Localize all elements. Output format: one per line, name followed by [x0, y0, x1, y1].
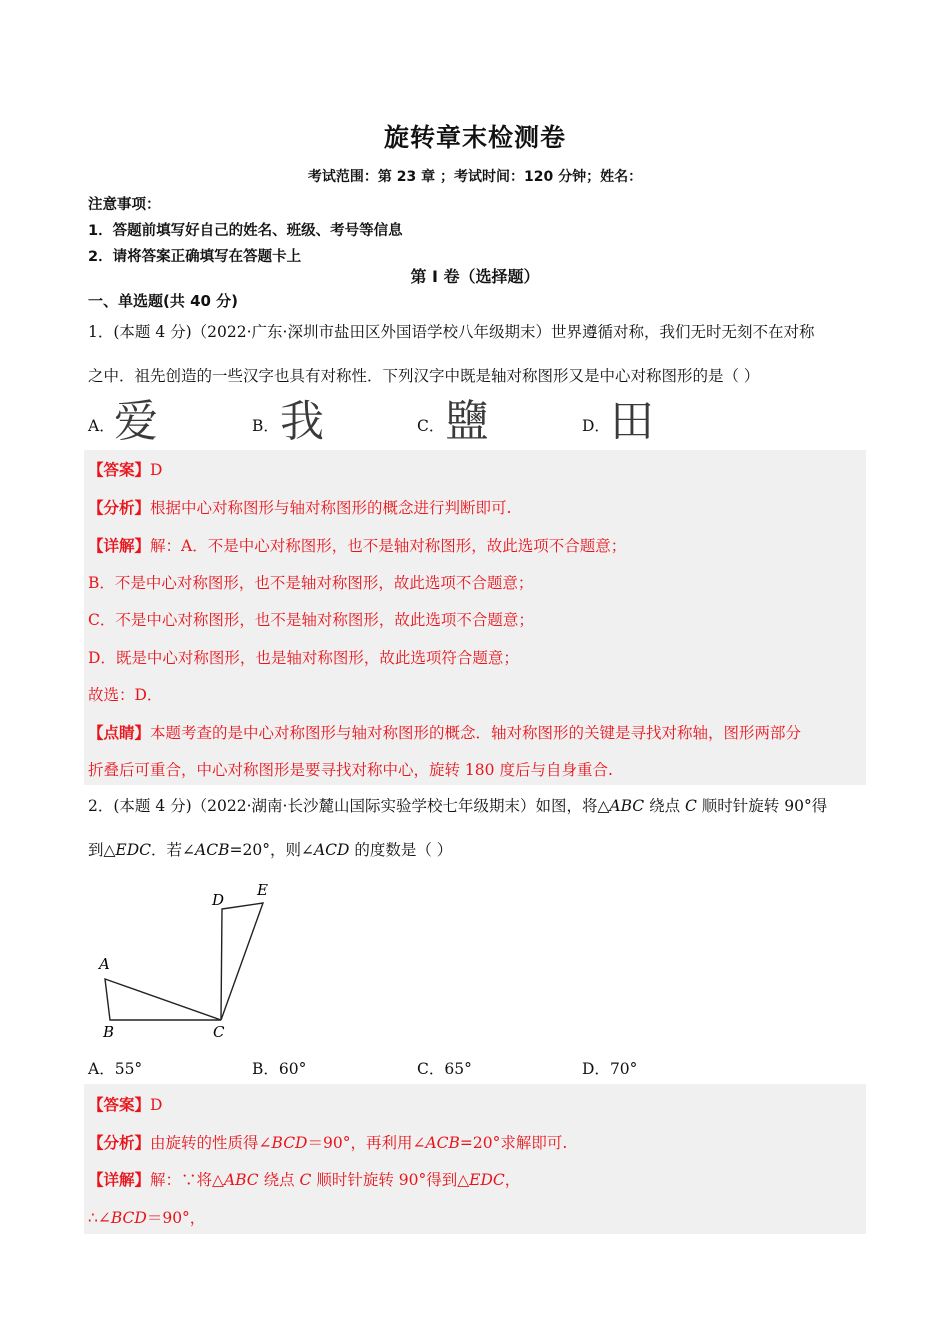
- q2-detail-2c: ＝90°，: [146, 1209, 206, 1227]
- notes-heading: 注意事项：: [88, 197, 161, 213]
- q1-detail-1-text: 解：A．不是中心对称图形，也不是轴对称图形，故此选项不合题意；: [150, 537, 627, 555]
- q2-analysis-e: =20°求解即可.: [459, 1134, 568, 1152]
- q2-stem-2f: ACD: [313, 841, 350, 859]
- q2-option-a-label: A．: [88, 1060, 115, 1078]
- q2-option-d-label: D．: [582, 1060, 610, 1078]
- q2-answer: [88, 1093, 162, 1115]
- label-d: D: [212, 891, 225, 909]
- q2-detail-1f: EDC: [469, 1171, 505, 1189]
- q2-stem-2d: ACB: [195, 841, 230, 859]
- q1-comment-1-text: 本题考查的是中心对称图形与轴对称图形的概念．轴对称图形的关键是寻找对称轴，图形两部分: [150, 724, 802, 742]
- q1-answer-value: D: [150, 461, 163, 479]
- q2-detail-1c: 绕点: [258, 1171, 300, 1189]
- q2-stem-2b: EDC: [115, 841, 152, 859]
- q1-option-d-glyph: 田: [610, 396, 654, 447]
- q1-comment-tag: 【点睛】: [88, 724, 151, 742]
- q2-option-c: [417, 1057, 472, 1079]
- q2-stem-1a: 2．(本题 4 分)（2022·湖南·长沙麓山国际实验学校七年级期末）如图，将△: [88, 797, 610, 815]
- q1-option-b-label: B．: [252, 417, 279, 435]
- q1-detail-2: B．不是中心对称图形，也不是轴对称图形，故此选项不合题意；: [88, 574, 534, 592]
- q1-analysis-tag: 【分析】: [88, 499, 151, 517]
- q2-stem-1c: 绕点: [644, 797, 685, 815]
- q2-detail-2b: BCD: [110, 1209, 147, 1227]
- q2-stem-2g: 的度数是（ ）: [349, 841, 453, 859]
- q1-option-a-glyph: 爱: [114, 396, 158, 447]
- q2-analysis-a: 由旋转的性质得∠: [150, 1134, 272, 1152]
- label-e: E: [257, 881, 268, 899]
- q2-analysis-d: ACB: [425, 1134, 460, 1152]
- notes-item-2: 2．请将答案正确填写在答题卡上: [88, 249, 302, 265]
- q2-stem-line-2: [88, 838, 452, 860]
- q1-option-d-label: D．: [582, 417, 610, 435]
- q1-detail-1: [88, 534, 626, 556]
- q2-detail-1d: C: [299, 1171, 312, 1189]
- q1-stem-line-1: 1．(本题 4 分)（2022·广东·深圳市盐田区外国语学校八年级期末）世界遵循对称，我们无时无刻不在对称: [88, 323, 815, 341]
- q2-analysis: [88, 1131, 567, 1153]
- q2-rotation-figure: [95, 875, 285, 1045]
- q1-option-a-label: A．: [88, 417, 115, 435]
- part-title: 第 I 卷（选择题）: [410, 267, 540, 286]
- q1-analysis: [88, 496, 511, 518]
- q2-detail-2a: ∴∠: [88, 1209, 111, 1227]
- q2-detail-1b: ABC: [223, 1171, 259, 1189]
- q1-answer: [88, 458, 162, 480]
- q2-detail-1: [88, 1168, 520, 1190]
- q2-stem-2e: =20°，则∠: [229, 841, 314, 859]
- q2-option-b: [252, 1057, 306, 1079]
- label-c: C: [213, 1023, 225, 1041]
- q2-analysis-c: ＝90°，再利用∠: [307, 1134, 426, 1152]
- notes-block: [88, 192, 403, 270]
- exam-title: 旋转章末检测卷: [383, 123, 566, 152]
- q1-detail-4: D．既是中心对称图形，也是轴对称图形，故此选项符合题意；: [88, 649, 519, 667]
- q1-option-c-label: C．: [417, 417, 445, 435]
- q1-detail-tag: 【详解】: [88, 537, 151, 555]
- q2-option-d: [582, 1057, 637, 1079]
- triangle-edc: [221, 903, 263, 1020]
- q2-detail-1e: 顺时针旋转 90°得到△: [311, 1171, 470, 1189]
- q1-comment-2: 折叠后可重合，中心对称图形是要寻找对称中心，旋转 180 度后与自身重合.: [88, 761, 613, 779]
- q2-stem-2c: ．若∠: [151, 841, 196, 859]
- q2-option-b-value: 60°: [278, 1060, 307, 1078]
- exam-subtitle: 考试范围：第 23 章 ；考试时间：120 分钟；姓名：: [307, 169, 643, 185]
- q2-analysis-b: BCD: [271, 1134, 308, 1152]
- q1-analysis-text: 根据中心对称图形与轴对称图形的概念进行判断即可.: [150, 499, 512, 517]
- q2-option-a-value: 55°: [114, 1060, 143, 1078]
- q2-stem-1b: ABC: [609, 797, 645, 815]
- q1-stem-line-2: 之中．祖先创造的一些汉字也具有对称性．下列汉字中既是轴对称图形又是中心对称图形的是（ ）: [88, 367, 760, 385]
- triangle-abc: [105, 979, 221, 1020]
- section-title: 一、单选题(共 40 分): [88, 292, 239, 310]
- q2-detail-tag: 【详解】: [88, 1171, 151, 1189]
- q2-stem-line-1: [88, 794, 827, 816]
- q2-detail-1g: ，: [504, 1171, 521, 1189]
- label-b: B: [103, 1023, 115, 1041]
- q1-detail-5: 故选：D．: [88, 686, 163, 704]
- q1-comment-1: [88, 721, 801, 743]
- q2-answer-value: D: [150, 1096, 163, 1114]
- q1-option-c-glyph: 鹽: [445, 396, 489, 447]
- notes-item-1: 1．答题前填写好自己的姓名、班级、考号等信息: [88, 223, 403, 239]
- q2-option-d-value: 70°: [609, 1060, 638, 1078]
- q2-stem-2a: 到△: [88, 841, 116, 859]
- q2-option-a: [88, 1057, 142, 1079]
- q2-option-b-label: B．: [252, 1060, 279, 1078]
- q2-stem-1d: C: [685, 797, 697, 815]
- label-a: A: [99, 955, 110, 973]
- q2-answer-tag: 【答案】: [88, 1096, 151, 1114]
- q1-option-b-glyph: 我: [280, 396, 324, 447]
- q1-detail-3: C．不是中心对称图形，也不是轴对称图形，故此选项不合题意；: [88, 611, 534, 629]
- q2-option-c-value: 65°: [444, 1060, 472, 1078]
- q2-detail-1a: 解：∵将△: [150, 1171, 224, 1189]
- q2-detail-2: [88, 1206, 205, 1228]
- q2-stem-1e: 顺时针旋转 90°得: [696, 797, 828, 815]
- q2-option-c-label: C．: [417, 1060, 445, 1078]
- q2-analysis-tag: 【分析】: [88, 1134, 151, 1152]
- q1-answer-tag: 【答案】: [88, 461, 151, 479]
